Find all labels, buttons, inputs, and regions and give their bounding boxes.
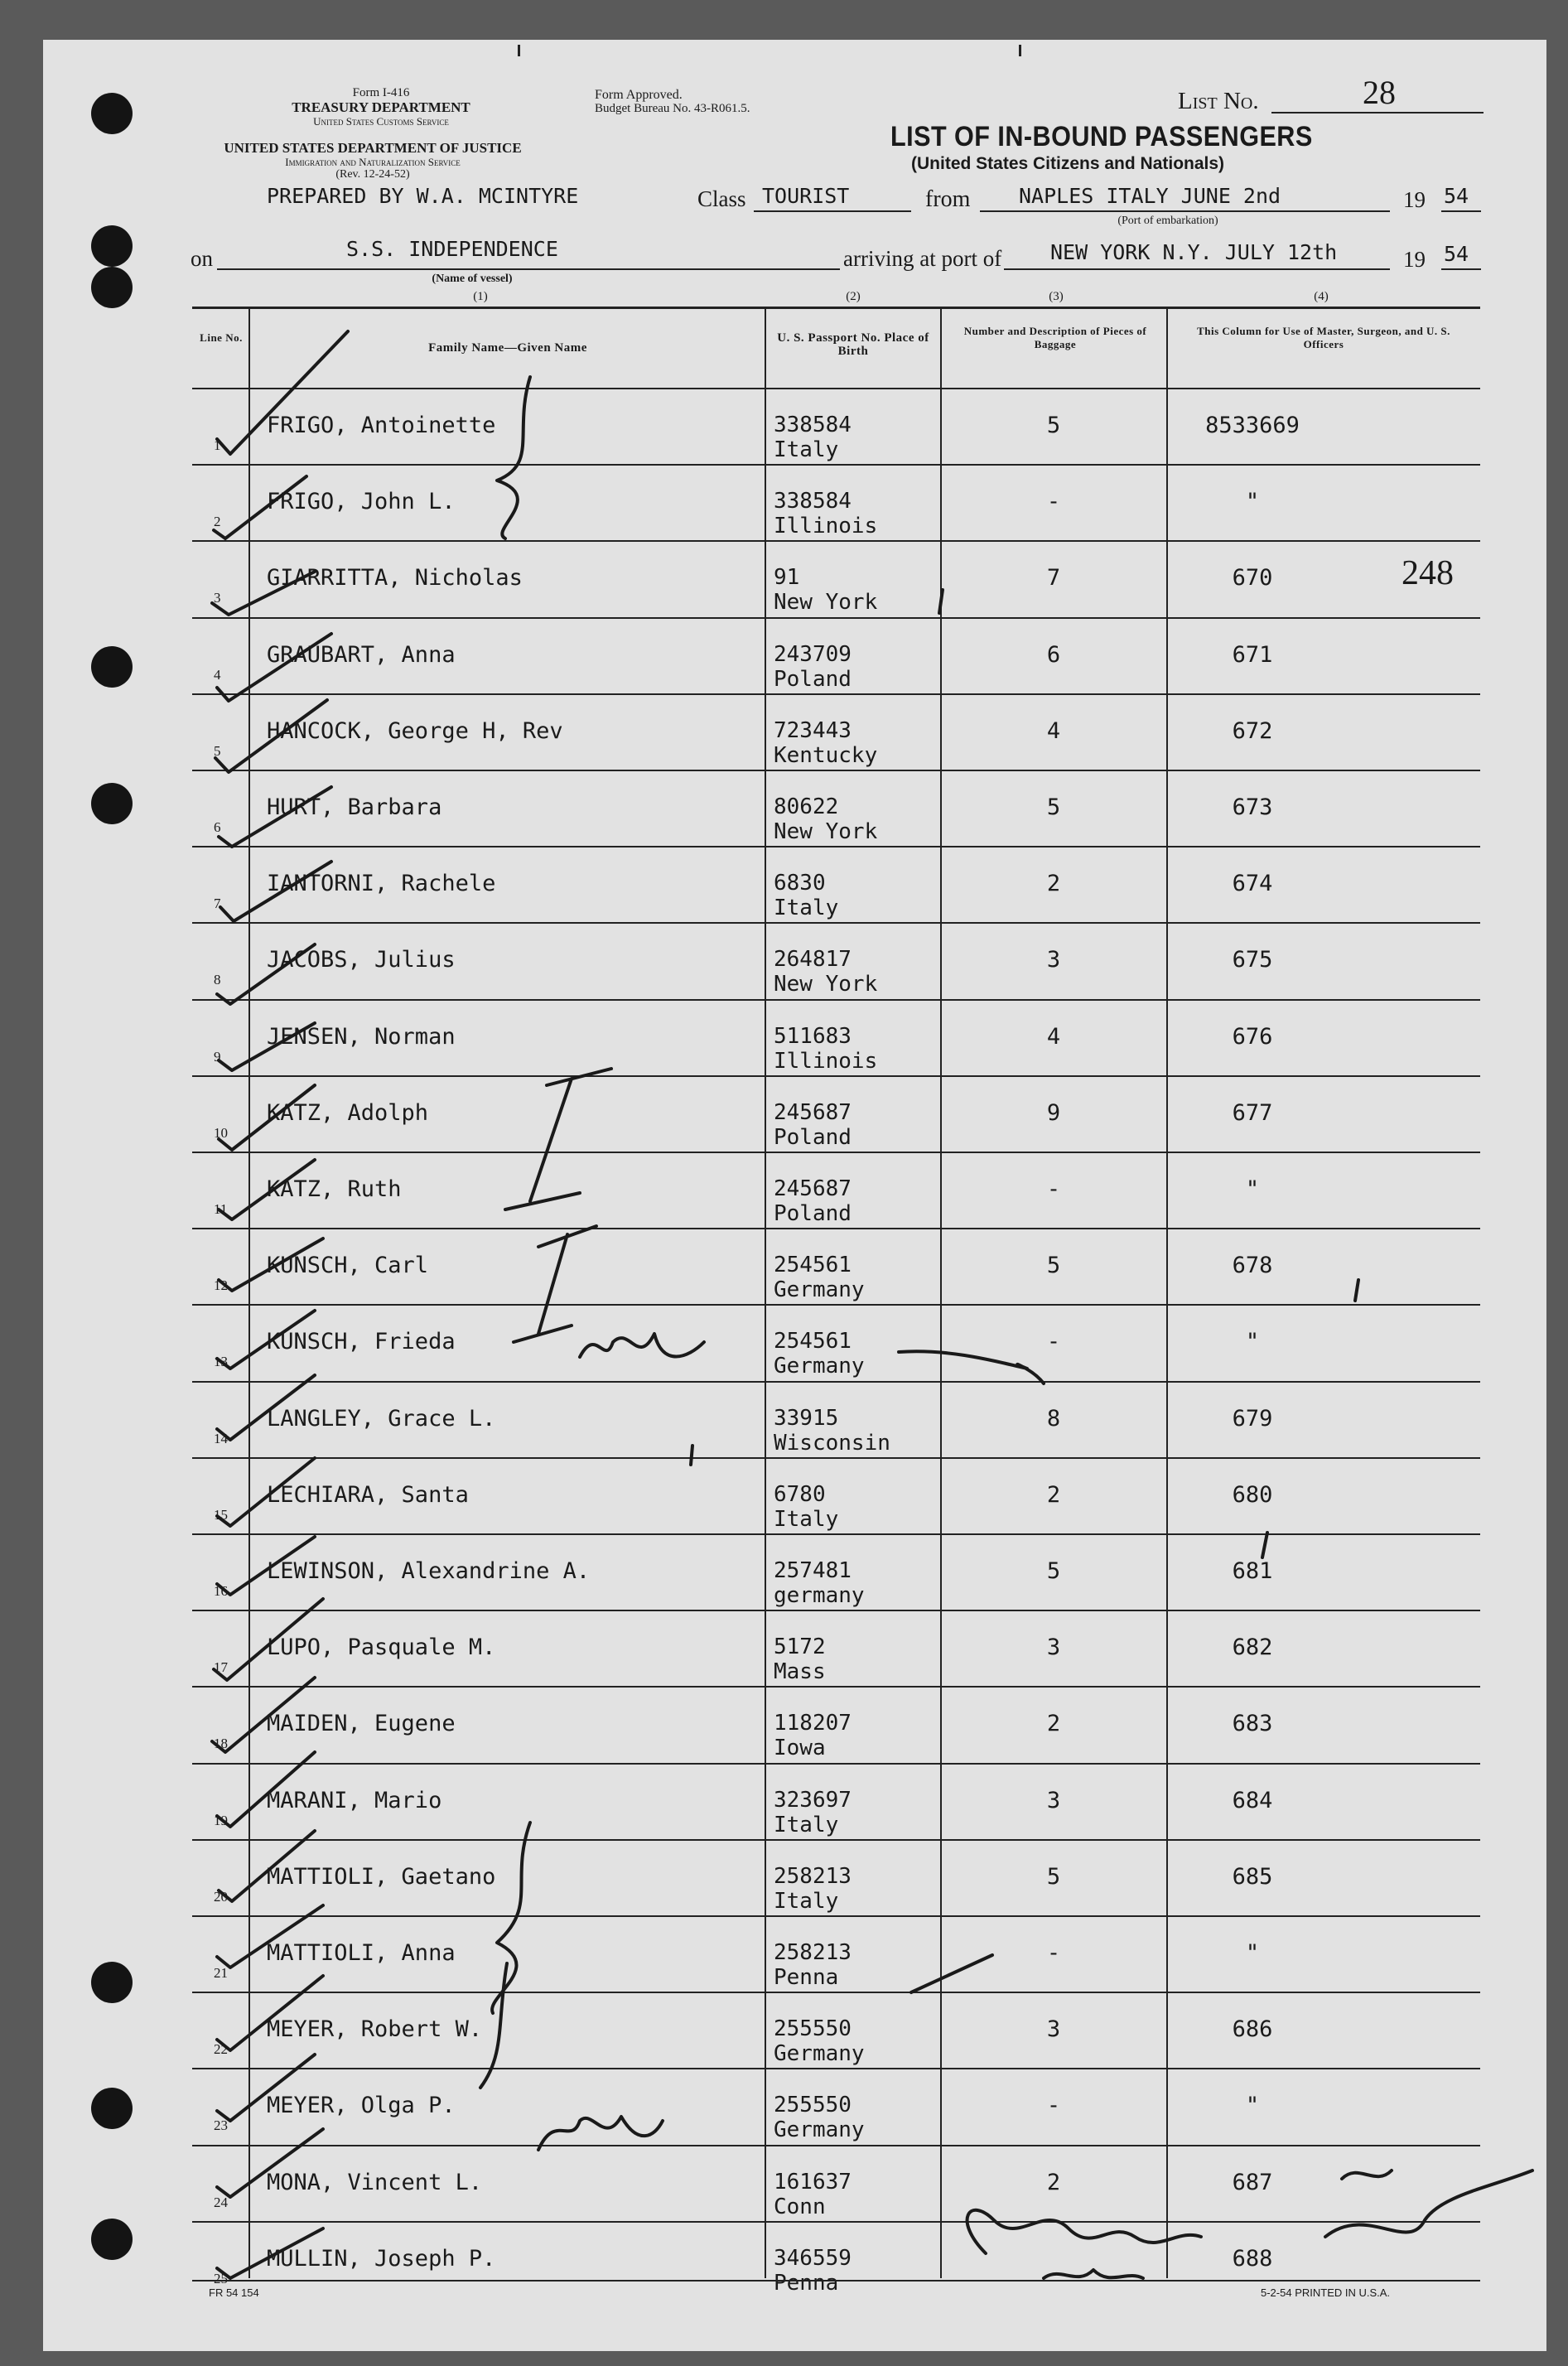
passenger-name: HANCOCK, George H, Rev: [267, 717, 563, 744]
officer-code: 680: [1232, 1481, 1273, 1508]
place-of-birth: Italy: [774, 437, 839, 462]
check-mark: [217, 944, 315, 1004]
officer-code: 677: [1232, 1099, 1273, 1126]
vessel-name: S.S. INDEPENDENCE: [346, 237, 558, 261]
passport-number: 338584: [774, 413, 852, 437]
passport-number: 258213: [774, 1863, 852, 1889]
place-of-birth: Illinois: [774, 1048, 878, 1074]
baggage-count: -: [1046, 2093, 1061, 2119]
initial-mark: [514, 1226, 596, 1342]
row-line-number: 13: [214, 1354, 228, 1370]
passport-number: 254561: [774, 1329, 852, 1354]
passport-number: 91: [774, 565, 800, 591]
check-mark: [217, 2228, 323, 2278]
passport-number: 33915: [774, 1405, 839, 1431]
class-value: TOURIST: [762, 184, 850, 208]
row-line-number: 23: [214, 2117, 228, 2134]
row-line-number: 24: [214, 2194, 228, 2210]
officer-code: 686: [1232, 2016, 1273, 2043]
check-mark: [219, 1023, 315, 1070]
check-mark: [219, 1831, 315, 1901]
baggage-count: 5: [1046, 1863, 1061, 1890]
initial-mark: [505, 1069, 611, 1210]
place-of-birth: New York: [774, 590, 878, 616]
place-of-birth: Kentucky: [774, 742, 878, 768]
check-mark: [219, 787, 331, 847]
passenger-name: HURT, Barbara: [267, 794, 442, 820]
baggage-count: -: [1046, 1176, 1061, 1202]
row-line-number: 1: [214, 437, 221, 453]
tick-mark: [1262, 1533, 1267, 1557]
passport-number: 264817: [774, 947, 852, 973]
col-num-4: (4): [1314, 290, 1329, 303]
row-line-number: 10: [214, 1124, 228, 1141]
baggage-count: -: [1046, 1940, 1061, 1966]
signature-mark: [967, 2210, 1201, 2253]
revision: (Rev. 12-24-52): [335, 168, 410, 181]
place-of-birth: Italy: [774, 1812, 839, 1837]
place-of-birth: New York: [774, 819, 878, 844]
officer-code: 678: [1232, 1253, 1273, 1279]
footer-right: 5-2-54 PRINTED IN U.S.A.: [1261, 2286, 1391, 2299]
passport-number: 245687: [774, 1099, 852, 1125]
place-of-birth: Poland: [774, 1201, 852, 1226]
col-num-3: (3): [1049, 290, 1064, 303]
page-subtitle: (United States Citizens and Nationals): [911, 154, 1225, 173]
row-line-number: 18: [214, 1736, 228, 1752]
row-line-number: 2: [214, 514, 221, 530]
scribble: [538, 2117, 663, 2150]
baggage-count: 4: [1046, 717, 1061, 744]
passenger-name: MEYER, Robert W.: [267, 2016, 483, 2043]
passenger-name: MAIDEN, Eugene: [267, 1711, 456, 1737]
baggage-count: 7: [1046, 565, 1061, 592]
passport-number: 258213: [774, 1940, 852, 1965]
baggage-count: 3: [1046, 2016, 1061, 2043]
officer-code: ": [1245, 1940, 1260, 1966]
officer-code: 674: [1232, 871, 1273, 897]
row-line-number: 14: [214, 1430, 228, 1446]
place-of-birth: New York: [774, 972, 878, 997]
scribble: [580, 1334, 704, 1357]
passport-number: 161637: [774, 2169, 852, 2195]
passenger-name: LECHIARA, Santa: [267, 1481, 469, 1508]
passenger-name: LEWINSON, Alexandrine A.: [267, 1558, 591, 1584]
row-line-number: 19: [214, 1812, 228, 1828]
baggage-count: 5: [1046, 1253, 1061, 1279]
place-of-birth: Italy: [774, 1888, 839, 1914]
baggage-count: 2: [1046, 871, 1061, 897]
passenger-name: KUNSCH, Frieda: [267, 1329, 456, 1355]
place-of-birth: Poland: [774, 1124, 852, 1150]
from-value: NAPLES ITALY JUNE 2nd: [1019, 184, 1281, 208]
passenger-name: FRIGO, John L.: [267, 489, 456, 515]
passenger-name: KATZ, Ruth: [267, 1176, 402, 1202]
row-line-number: 3: [214, 590, 221, 606]
customs-service: United States Customs Service: [313, 115, 449, 128]
row-line-number: 20: [214, 1888, 228, 1905]
officer-code: 682: [1232, 1634, 1273, 1661]
class-label: Class: [697, 186, 746, 211]
treasury-dept: TREASURY DEPARTMENT: [292, 99, 470, 115]
officer-code: 683: [1232, 1711, 1273, 1737]
officer-code: 670: [1232, 565, 1273, 592]
on-label: on: [191, 246, 213, 271]
place-of-birth: Italy: [774, 896, 839, 921]
row-line-number: 12: [214, 1277, 228, 1294]
year-prefix-from: 19: [1403, 187, 1426, 212]
bracket-mark: [492, 1823, 530, 2013]
check-mark: [217, 1752, 315, 1827]
check-mark: [217, 1311, 315, 1369]
check-mark: [217, 634, 331, 701]
row-line-number: 15: [214, 1506, 228, 1523]
passenger-name: JENSEN, Norman: [267, 1023, 456, 1050]
passport-number: 6830: [774, 871, 826, 896]
passenger-name: JACOBS, Julius: [267, 947, 456, 973]
passport-number: 255550: [774, 2016, 852, 2042]
passenger-name: LANGLEY, Grace L.: [267, 1405, 496, 1432]
list-no-label: List No.: [1178, 88, 1259, 114]
passport-number: 338584: [774, 489, 852, 514]
baggage-count: 5: [1046, 413, 1061, 438]
passport-number: 6780: [774, 1481, 826, 1507]
officer-code: 685: [1232, 1863, 1273, 1890]
port-embarkation-caption: (Port of embarkation): [1117, 215, 1218, 227]
row-line-number: 22: [214, 2041, 228, 2058]
baggage-count: 8: [1046, 1405, 1061, 1432]
row-line-number: 25: [214, 2270, 228, 2286]
passenger-name: IANTORNI, Rachele: [267, 871, 496, 897]
row-line-number: 17: [214, 1659, 228, 1676]
passport-number: 245687: [774, 1176, 852, 1201]
officer-code: 688: [1232, 2245, 1273, 2272]
scribble: [899, 1351, 1044, 1383]
place-of-birth: Germany: [774, 2041, 865, 2067]
year-from: 54: [1444, 184, 1469, 208]
officer-code: 681: [1232, 1558, 1273, 1584]
baggage-count: 4: [1046, 1023, 1061, 1050]
ins: Immigration and Naturalization Service: [285, 156, 461, 168]
row-line-number: 4: [214, 666, 221, 683]
officer-code: ": [1245, 1329, 1260, 1355]
baggage-count: 5: [1046, 794, 1061, 820]
row-line-number: 21: [214, 1965, 228, 1981]
header-line-no: Line No.: [200, 331, 243, 344]
baggage-count: 5: [1046, 1558, 1061, 1584]
baggage-count: -: [1046, 1329, 1061, 1355]
baggage-count: 6: [1046, 641, 1061, 668]
officer-code: 671: [1232, 641, 1273, 668]
header-baggage: Number and Description of Pieces of Baggage: [963, 325, 1147, 350]
officer-code: ": [1245, 1176, 1260, 1202]
officer-code: 679: [1232, 1405, 1273, 1432]
passenger-name: MONA, Vincent L.: [267, 2169, 483, 2195]
page-title: LIST OF IN-BOUND PASSENGERS: [890, 121, 1313, 152]
bracket-mark: [497, 377, 530, 538]
row-line-number: 8: [214, 972, 221, 988]
baggage-count: 9: [1046, 1099, 1061, 1126]
passport-number: 257481: [774, 1558, 852, 1583]
check-mark: [219, 1085, 315, 1150]
arrival-value: NEW YORK N.Y. JULY 12th: [1050, 240, 1338, 264]
passenger-name: GRAUBART, Anna: [267, 641, 456, 668]
passport-number: 80622: [774, 794, 839, 819]
officer-code: ": [1245, 2093, 1260, 2119]
check-mark: [217, 1375, 315, 1440]
passenger-name: MATTIOLI, Anna: [267, 1940, 456, 1966]
passenger-name: MEYER, Olga P.: [267, 2093, 456, 2119]
passenger-name: LUPO, Pasquale M.: [267, 1634, 496, 1661]
tick-mark: [691, 1446, 692, 1465]
place-of-birth: germany: [774, 1583, 865, 1608]
officer-code: 684: [1232, 1787, 1273, 1813]
vessel-caption: (Name of vessel): [432, 273, 513, 285]
header-passport: U. S. Passport No. Place of Birth: [777, 331, 929, 358]
officer-code: 676: [1232, 1023, 1273, 1050]
margin-number: 248: [1402, 554, 1454, 592]
row-line-number: 16: [214, 1583, 228, 1599]
place-of-birth: Poland: [774, 666, 852, 692]
tick-mark: [939, 590, 943, 613]
row-line-number: 6: [214, 819, 221, 835]
header-name: Family Name—Given Name: [428, 341, 587, 355]
year-prefix-arrival: 19: [1403, 247, 1426, 272]
budget-bureau: Budget Bureau No. 43-R061.5.: [595, 102, 750, 115]
col-num-1: (1): [473, 290, 488, 303]
check-mark: [217, 1458, 315, 1526]
row-line-number: 9: [214, 1048, 221, 1065]
form-number: Form I-416: [352, 86, 410, 99]
passport-number: 243709: [774, 641, 852, 667]
place-of-birth: Iowa: [774, 1736, 826, 1761]
passenger-name: GIARRITTA, Nicholas: [267, 565, 523, 592]
baggage-count: 3: [1046, 1634, 1061, 1661]
passport-number: 323697: [774, 1787, 852, 1813]
place-of-birth: Germany: [774, 1277, 865, 1303]
place-of-birth: Wisconsin: [774, 1430, 890, 1456]
list-no: 28: [1363, 74, 1396, 111]
check-mark: [214, 1599, 323, 1680]
place-of-birth: Germany: [774, 1354, 865, 1379]
tick-mark: [1355, 1280, 1358, 1301]
baggage-count: -: [1046, 489, 1061, 515]
passenger-name: KATZ, Adolph: [267, 1099, 429, 1126]
check-mark: [214, 476, 306, 538]
check-mark: [219, 1160, 315, 1219]
row-line-number: 11: [214, 1201, 228, 1217]
place-of-birth: Italy: [774, 1506, 839, 1532]
passport-number: 254561: [774, 1253, 852, 1278]
officer-code: 8533669: [1205, 413, 1300, 438]
check-mark: [212, 1678, 315, 1752]
passenger-name: MARANI, Mario: [267, 1787, 442, 1813]
form-approved: Form Approved.: [595, 88, 683, 102]
from-label: from: [925, 186, 971, 212]
check-mark: [217, 1537, 315, 1595]
signature-mark: [1044, 2270, 1143, 2278]
passport-number: 511683: [774, 1023, 852, 1049]
check-mark: [217, 331, 348, 454]
officer-code: 675: [1232, 947, 1273, 973]
baggage-count: 2: [1046, 1481, 1061, 1508]
strike-mark: [911, 1955, 992, 1992]
baggage-count: 3: [1046, 1787, 1061, 1813]
check-mark: [219, 1239, 323, 1291]
officer-code: ": [1245, 489, 1260, 515]
passport-number: 346559: [774, 2245, 852, 2271]
prepared-by: PREPARED BY W.A. MCINTYRE: [267, 184, 579, 208]
place-of-birth: Germany: [774, 2117, 865, 2143]
place-of-birth: Penna: [774, 1965, 839, 1990]
passport-number: 5172: [774, 1634, 826, 1660]
place-of-birth: Mass: [774, 1659, 826, 1685]
officer-code: 673: [1232, 794, 1273, 820]
check-mark: [217, 2055, 315, 2121]
place-of-birth: Penna: [774, 2270, 839, 2296]
arriving-label: arriving at port of: [843, 246, 1002, 271]
justice-dept: UNITED STATES DEPARTMENT OF JUSTICE: [224, 140, 522, 156]
passport-number: 118207: [774, 1711, 852, 1736]
passenger-name: MATTIOLI, Gaetano: [267, 1863, 496, 1890]
col-num-2: (2): [846, 290, 861, 303]
year-arrival: 54: [1444, 242, 1469, 266]
bracket-mark: [480, 1963, 507, 2088]
check-mark: [212, 572, 315, 615]
row-line-number: 5: [214, 742, 221, 759]
officer-code: 687: [1232, 2169, 1273, 2195]
passenger-name: MULLIN, Joseph P.: [267, 2245, 496, 2272]
officer-code: 672: [1232, 717, 1273, 744]
baggage-count: 2: [1046, 2169, 1061, 2195]
check-mark: [217, 1976, 323, 2050]
row-line-number: 7: [214, 896, 221, 912]
check-mark: [217, 1905, 323, 1968]
signature-mark: [1325, 2170, 1532, 2237]
footer-left: FR 54 154: [209, 2286, 259, 2299]
place-of-birth: Illinois: [774, 514, 878, 539]
passport-number: 723443: [774, 717, 852, 743]
check-mark: [220, 862, 331, 921]
passenger-name: KUNSCH, Carl: [267, 1253, 429, 1279]
baggage-count: 3: [1046, 947, 1061, 973]
baggage-count: 2: [1046, 1711, 1061, 1737]
check-mark: [217, 2129, 323, 2197]
signature-mark: [1342, 2170, 1392, 2179]
header-officers: This Column for Use of Master, Surgeon, and U. S. Officers: [1197, 325, 1450, 350]
passenger-name: FRIGO, Antoinette: [267, 413, 496, 438]
check-mark: [215, 700, 327, 772]
passport-number: 255550: [774, 2093, 852, 2118]
place-of-birth: Conn: [774, 2194, 826, 2219]
